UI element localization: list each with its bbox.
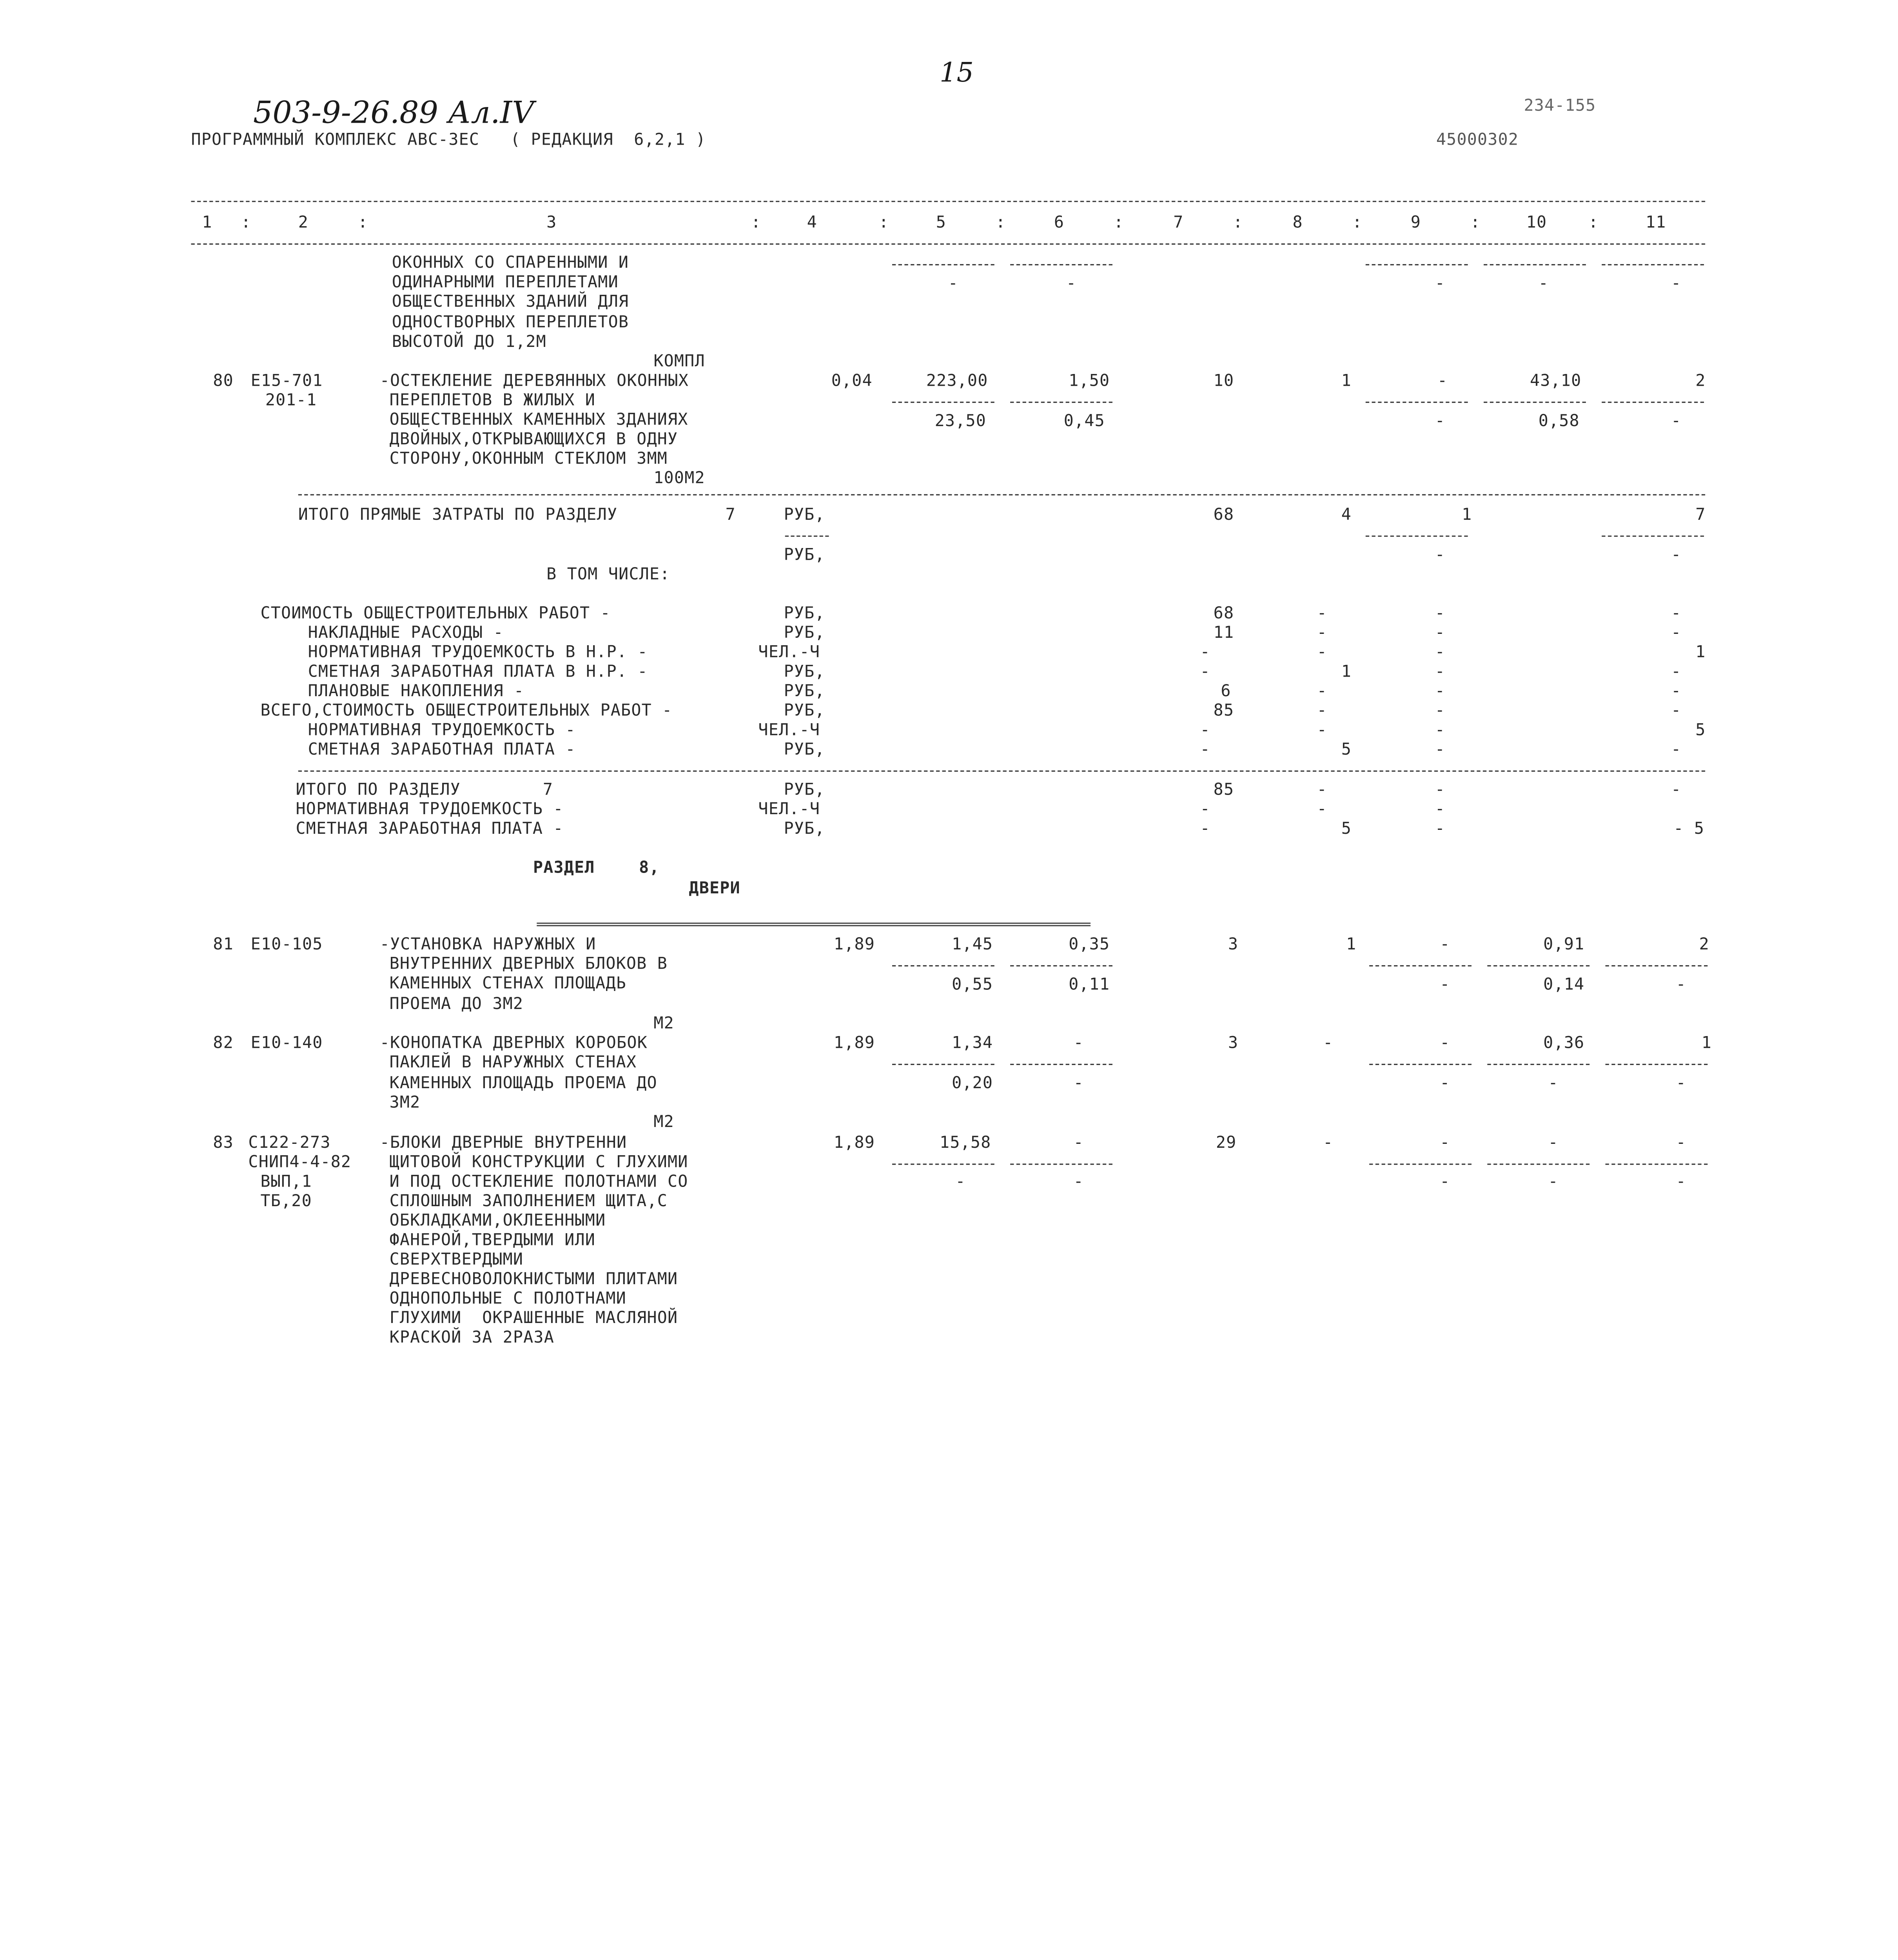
col-sep: : (1233, 214, 1243, 233)
entry83-c6: - (1073, 1134, 1084, 1153)
col-5: 5 (936, 214, 947, 233)
entry80-num: 80 (213, 372, 234, 391)
breakdown-c9: - (1435, 702, 1446, 721)
itogo-section-c7: - (1200, 801, 1210, 819)
breakdown-unit: ЧЕЛ.-Ч (758, 644, 820, 662)
col-4: 4 (807, 214, 817, 233)
entry81-unit: М2 (653, 1015, 674, 1034)
breakdown-c7: - (1200, 663, 1210, 682)
breakdown-label: СТОИМОСТЬ ОБЩЕСТРОИТЕЛЬНЫХ РАБОТ - (260, 605, 611, 623)
entry83-desc-2: ЩИТОВОЙ КОНСТРУКЦИИ С ГЛУХИМИ (389, 1154, 688, 1172)
itogo-direct-unit-rule (785, 535, 829, 537)
entry81-rule-c5 (892, 965, 994, 966)
col-7: 7 (1173, 214, 1184, 233)
entry80-rule-c10 (1484, 402, 1586, 403)
breakdown-unit: РУБ, (784, 624, 825, 643)
document-subtitle: ПРОГРАММНЫЙ КОМПЛЕКС АВС-ЗЕС ( РЕДАКЦИЯ 6,2,1 ) (191, 131, 706, 150)
entry81-c7: 3 (1228, 936, 1239, 955)
entry80-c6b: 0,45 (1063, 412, 1105, 431)
col-sep: : (878, 214, 889, 233)
itogo-direct-rule-c9 (1366, 535, 1468, 537)
entry83-code2: СНИП4-4-82 (248, 1154, 352, 1172)
breakdown-unit: РУБ, (784, 702, 825, 721)
breakdown-c7: 6 (1221, 682, 1231, 701)
entry82-desc-3: КАМЕННЫХ ПЛОЩАДЬ ПРОЕМА ДО (389, 1074, 657, 1093)
entry80-desc-3: ОБЩЕСТВЕННЫХ КАМЕННЫХ ЗДАНИЯХ (389, 411, 688, 430)
col-6: 6 (1054, 214, 1065, 233)
entry0-c11b: - (1671, 275, 1682, 294)
col-1: 1 (202, 214, 212, 233)
col-9: 9 (1410, 214, 1421, 233)
entry83-c10: - (1548, 1134, 1559, 1153)
itogo-section-c8: 5 (1341, 820, 1352, 839)
breakdown-c8: - (1317, 722, 1327, 740)
itogo-direct-c11: 7 (1695, 506, 1706, 525)
itogo-direct-c9b: - (1435, 546, 1446, 565)
entry82-c11b: - (1676, 1074, 1686, 1093)
entry83-code: С122-273 (248, 1134, 331, 1153)
entry81-num: 81 (213, 936, 234, 955)
entry83-desc-11: КРАСКОЙ ЗА 2РАЗА (389, 1329, 554, 1348)
entry83-c7: 29 (1216, 1134, 1237, 1153)
entry83-c9b: - (1440, 1173, 1450, 1192)
entry80-c9b: - (1435, 412, 1446, 431)
entry81-rule-c9 (1369, 965, 1472, 966)
col-3: 3 (546, 214, 557, 233)
breakdown-label: ВСЕГО,СТОИМОСТЬ ОБЩЕСТРОИТЕЛЬНЫХ РАБОТ - (260, 702, 673, 721)
entry81-rule-c6 (1010, 965, 1112, 966)
entry83-num: 83 (213, 1134, 234, 1153)
col-10: 10 (1526, 214, 1547, 233)
section8-name: ДВЕРИ (689, 880, 740, 898)
itogo-section-unit: РУБ, (784, 781, 825, 800)
entry83-c5b: - (955, 1173, 966, 1192)
entry0-c9b: - (1435, 275, 1446, 294)
itogo-section-num: 7 (543, 781, 553, 800)
entry81-code: Е10-105 (250, 936, 323, 955)
header-rule-top (191, 201, 1705, 202)
entry80-rule-c9 (1366, 402, 1468, 403)
entry82-c11: 1 (1701, 1034, 1712, 1053)
breakdown-unit: ЧЕЛ.-Ч (758, 722, 820, 740)
entry81-c4: 1,89 (833, 936, 875, 955)
itogo-direct-unit: РУБ, (784, 506, 825, 525)
entry82-num: 82 (213, 1034, 234, 1053)
itogo-section-c9: - (1435, 801, 1446, 819)
entry83-c4: 1,89 (833, 1134, 875, 1153)
entry80-unit: КОМПЛ (653, 353, 705, 372)
breakdown-c9: - (1435, 682, 1446, 701)
entry81-c10b: 0,14 (1543, 976, 1585, 995)
entry81-c5: 1,45 (952, 936, 993, 955)
itogo-section-c9: - (1435, 781, 1446, 800)
entry0-rule-c6 (1010, 264, 1112, 265)
entry81-c10: 0,91 (1543, 936, 1585, 955)
entry0-rule-c10 (1484, 264, 1586, 265)
entry82-c5: 1,34 (952, 1034, 993, 1053)
itogo-section-c11: - 5 (1673, 820, 1705, 839)
entry80-desc-1: -ОСТЕКЛЕНИЕ ДЕРЕВЯННЫХ ОКОННЫХ (379, 372, 689, 391)
breakdown-c9: - (1435, 722, 1446, 740)
entry80-c5: 223,00 (926, 372, 988, 391)
entry80-c11b: - (1671, 412, 1682, 431)
entry82-c10b: - (1548, 1074, 1559, 1093)
itogo-section-c8: - (1317, 801, 1327, 819)
entry81-c11b: - (1676, 976, 1686, 995)
entry83-desc-4: СПЛОШНЫМ ЗАПОЛНЕНИЕМ ЩИТА,С (389, 1192, 668, 1211)
itogo-direct-label: ИТОГО ПРЯМЫЕ ЗАТРАТЫ ПО РАЗДЕЛУ (298, 506, 618, 525)
col-8: 8 (1292, 214, 1303, 233)
entry83-rule-c5 (892, 1163, 994, 1165)
entry82-c6: - (1073, 1034, 1084, 1053)
entry83-rule-c9 (1369, 1163, 1472, 1165)
itogo-section-unit: РУБ, (784, 820, 825, 839)
breakdown-c8: - (1317, 605, 1327, 623)
entry81-c9: - (1440, 936, 1450, 955)
entry0-c6b: - (1066, 275, 1077, 294)
entry0-rule-c11 (1602, 264, 1704, 265)
entry83-rule-c11 (1605, 1163, 1707, 1165)
entry83-desc-5: ОБКЛАДКАМИ,ОКЛЕЕННЫМИ (389, 1212, 606, 1231)
col-sep: : (1114, 214, 1124, 233)
breakdown-label: СМЕТНАЯ ЗАРАБОТНАЯ ПЛАТА В Н.Р. - (308, 663, 648, 682)
breakdown-label: НОРМАТИВНАЯ ТРУДОЕМКОСТЬ В Н.Р. - (308, 644, 648, 662)
itogo-section-label: ИТОГО ПО РАЗДЕЛУ (296, 781, 461, 800)
breakdown-c11: - (1671, 682, 1682, 701)
breakdown-c9: - (1435, 624, 1446, 643)
entry81-rule-c11 (1605, 965, 1707, 966)
breakdown-c7: 11 (1213, 624, 1234, 643)
entry80-desc-2: ПЕРЕПЛЕТОВ В ЖИЛЫХ И (389, 392, 596, 410)
entry80-c8: 1 (1341, 372, 1352, 391)
entry83-desc-10: ГЛУХИМИ ОКРАШЕННЫЕ МАСЛЯНОЙ (389, 1309, 678, 1328)
entry82-c9b: - (1440, 1074, 1450, 1093)
itogo-section-label: НОРМАТИВНАЯ ТРУДОЕМКОСТЬ - (296, 801, 564, 819)
entry81-c6b: 0,11 (1069, 976, 1110, 995)
breakdown-c9: - (1435, 605, 1446, 623)
section-rule-2 (298, 770, 1705, 771)
entry82-rule-c6 (1010, 1064, 1112, 1065)
entry81-c5b: 0,55 (952, 976, 993, 995)
breakdown-c11: - (1671, 663, 1682, 682)
doc-number: 234-155 (1524, 97, 1596, 116)
section8-num: 8, (639, 859, 660, 878)
breakdown-unit: РУБ, (784, 605, 825, 623)
breakdown-c9: - (1435, 741, 1446, 760)
breakdown-c11: - (1671, 741, 1682, 760)
entry82-unit: М2 (653, 1114, 674, 1132)
col-sep: : (357, 214, 368, 233)
breakdown-c7: - (1200, 722, 1210, 740)
breakdown-c8: - (1317, 624, 1327, 643)
entry82-c6b: - (1073, 1074, 1084, 1093)
entry0-rule-c9 (1366, 264, 1468, 265)
breakdown-c11: 1 (1695, 644, 1706, 662)
breakdown-c7: 85 (1213, 702, 1234, 721)
col-sep: : (1588, 214, 1599, 233)
entry82-c9: - (1440, 1034, 1450, 1053)
entry83-rule-c6 (1010, 1163, 1112, 1165)
project-code: 503-9-26.89 Ал.IV (253, 95, 534, 131)
section8-rule (537, 923, 1091, 926)
entry83-desc-9: ОДНОПОЛЬНЫЕ С ПОЛОТНАМИ (389, 1290, 626, 1308)
breakdown-c11: - (1671, 624, 1682, 643)
entry81-c11: 2 (1699, 936, 1709, 955)
entry82-c7: 3 (1228, 1034, 1239, 1053)
col-2: 2 (298, 214, 309, 233)
itogo-section-unit: ЧЕЛ.-Ч (758, 801, 820, 819)
entry81-c6: 0,35 (1069, 936, 1110, 955)
itogo-direct-unit2: РУБ, (784, 546, 825, 565)
entry83-desc-7: СВЕРХТВЕРДЫМИ (389, 1251, 524, 1270)
entry81-desc-1: -УСТАНОВКА НАРУЖНЫХ И (379, 936, 596, 955)
entry82-c5b: 0,20 (952, 1074, 993, 1093)
itogo-section-c9: - (1435, 820, 1446, 839)
entry0-desc-5: ВЫСОТОЙ ДО 1,2М (392, 333, 546, 352)
entry80-c5b: 23,50 (934, 412, 987, 431)
entry81-desc-3: КАМЕННЫХ СТЕНАХ ПЛОЩАДЬ (389, 975, 626, 993)
itogo-section-label: СМЕТНАЯ ЗАРАБОТНАЯ ПЛАТА - (296, 820, 564, 839)
entry0-c10b: - (1538, 275, 1549, 294)
entry83-c6b: - (1073, 1173, 1084, 1192)
itogo-direct-c8: 4 (1341, 506, 1352, 525)
breakdown-c11: - (1671, 605, 1682, 623)
itogo-direct-section: 7 (725, 506, 736, 525)
entry83-desc-1: -БЛОКИ ДВЕРНЫЕ ВНУТРЕННИ (379, 1134, 627, 1153)
entry0-desc-1: ОКОННЫХ СО СПАРЕННЫМИ И (392, 254, 629, 273)
entry82-rule-c5 (892, 1064, 994, 1065)
breakdown-unit: РУБ, (784, 663, 825, 682)
entry80-c9: - (1437, 372, 1448, 391)
itogo-section-c11: - (1671, 781, 1682, 800)
breakdown-c8: - (1317, 702, 1327, 721)
breakdown-c8: 5 (1341, 741, 1352, 760)
entry83-desc-3: И ПОД ОСТЕКЛЕНИЕ ПОЛОТНАМИ СО (389, 1173, 688, 1192)
col-sep: : (1470, 214, 1481, 233)
entry80-code: Е15-701 (250, 372, 323, 391)
entry80-desc-4: ДВОЙНЫХ,ОТКРЫВАЮЩИХСЯ В ОДНУ (389, 431, 678, 449)
entry0-rule-c5 (892, 264, 994, 265)
itogo-direct-c11b: - (1671, 546, 1682, 565)
entry80-rule-c5 (892, 402, 994, 403)
entry81-c8: 1 (1346, 936, 1357, 955)
v-tom-chisle: В ТОМ ЧИСЛЕ: (546, 566, 670, 584)
breakdown-label: СМЕТНАЯ ЗАРАБОТНАЯ ПЛАТА - (308, 741, 576, 760)
itogo-direct-c9: 1 (1462, 506, 1472, 525)
col-sep: : (1352, 214, 1363, 233)
breakdown-label: НАКЛАДНЫЕ РАСХОДЫ - (308, 624, 504, 643)
entry83-code3: ВЫП,1 (260, 1173, 312, 1192)
entry82-desc-4: 3М2 (389, 1094, 421, 1112)
entry80-rule-c11 (1602, 402, 1704, 403)
entry83-desc-8: ДРЕВЕСНОВОЛОКНИСТЫМИ ПЛИТАМИ (389, 1270, 678, 1289)
entry82-c10: 0,36 (1543, 1034, 1585, 1053)
breakdown-label: ПЛАНОВЫЕ НАКОПЛЕНИЯ - (308, 682, 524, 701)
breakdown-unit: РУБ, (784, 741, 825, 760)
breakdown-unit: РУБ, (784, 682, 825, 701)
entry80-c11: 2 (1695, 372, 1706, 391)
col-sep: : (751, 214, 762, 233)
entry82-c8: - (1323, 1034, 1334, 1053)
entry82-rule-c10 (1487, 1064, 1590, 1065)
section-rule-1 (298, 494, 1705, 495)
breakdown-c9: - (1435, 644, 1446, 662)
entry81-desc-2: ВНУТРЕННИХ ДВЕРНЫХ БЛОКОВ В (389, 955, 668, 974)
entry80-c4: 0,04 (831, 372, 873, 391)
breakdown-c8: - (1317, 644, 1327, 662)
entry81-c9b: - (1440, 976, 1450, 995)
entry82-rule-c9 (1369, 1064, 1472, 1065)
entry83-desc-6: ФАНЕРОЙ,ТВЕРДЫМИ ИЛИ (389, 1232, 596, 1250)
entry82-desc-2: ПАКЛЕЙ В НАРУЖНЫХ СТЕНАХ (389, 1054, 637, 1073)
header-rule-bottom (191, 243, 1705, 245)
entry83-c11: - (1676, 1134, 1686, 1153)
entry82-code: Е10-140 (250, 1034, 323, 1053)
col-sep: : (995, 214, 1006, 233)
section8-label: РАЗДЕЛ (533, 859, 595, 878)
entry82-c4: 1,89 (833, 1034, 875, 1053)
breakdown-c8: - (1317, 682, 1327, 701)
col-11: 11 (1645, 214, 1666, 233)
breakdown-c8: 1 (1341, 663, 1352, 682)
entry83-code4: ТБ,20 (260, 1192, 312, 1211)
itogo-section-c8: - (1317, 781, 1327, 800)
entry83-c5: 15,58 (940, 1134, 991, 1153)
entry81-desc-4: ПРОЕМА ДО 3М2 (389, 995, 524, 1014)
entry0-desc-4: ОДНОСТВОРНЫХ ПЕРЕПЛЕТОВ (392, 314, 629, 332)
entry80-c6: 1,50 (1069, 372, 1110, 391)
entry82-desc-1: -КОНОПАТКА ДВЕРНЫХ КОРОБОК (379, 1034, 648, 1053)
entry83-c9: - (1440, 1134, 1450, 1153)
entry81-rule-c10 (1487, 965, 1590, 966)
itogo-section-c7: - (1200, 820, 1210, 839)
entry83-c11b: - (1676, 1173, 1686, 1192)
breakdown-c7: - (1200, 644, 1210, 662)
entry80-c10: 43,10 (1530, 372, 1582, 391)
page-number: 15 (940, 58, 974, 89)
itogo-direct-rule-c11 (1602, 535, 1704, 537)
breakdown-c7: - (1200, 741, 1210, 760)
col-sep: : (241, 214, 252, 233)
breakdown-c7: 68 (1213, 605, 1234, 623)
entry83-c8: - (1323, 1134, 1334, 1153)
breakdown-c9: - (1435, 663, 1446, 682)
entry82-rule-c11 (1605, 1064, 1707, 1065)
breakdown-label: НОРМАТИВНАЯ ТРУДОЕМКОСТЬ - (308, 722, 576, 740)
entry0-c5b: - (948, 275, 959, 294)
entry83-rule-c10 (1487, 1163, 1590, 1165)
entry83-c10b: - (1548, 1173, 1559, 1192)
entry80-rule-c6 (1010, 402, 1112, 403)
entry0-desc-2: ОДИНАРНЫМИ ПЕРЕПЛЕТАМИ (392, 274, 619, 292)
doc-code: 45000302 (1436, 131, 1519, 150)
itogo-section-c7: 85 (1213, 781, 1234, 800)
entry80-unit2: 100М2 (653, 470, 705, 488)
entry0-desc-3: ОБЩЕСТВЕННЫХ ЗДАНИЙ ДЛЯ (392, 293, 629, 312)
breakdown-c11: 5 (1695, 722, 1706, 740)
entry80-desc-5: СТОРОНУ,ОКОННЫМ СТЕКЛОМ 3ММ (389, 450, 668, 469)
entry80-code2: 201-1 (265, 392, 317, 410)
itogo-direct-c7: 68 (1213, 506, 1234, 525)
entry80-c7: 10 (1213, 372, 1234, 391)
breakdown-c11: - (1671, 702, 1682, 721)
entry80-c10b: 0,58 (1538, 412, 1580, 431)
